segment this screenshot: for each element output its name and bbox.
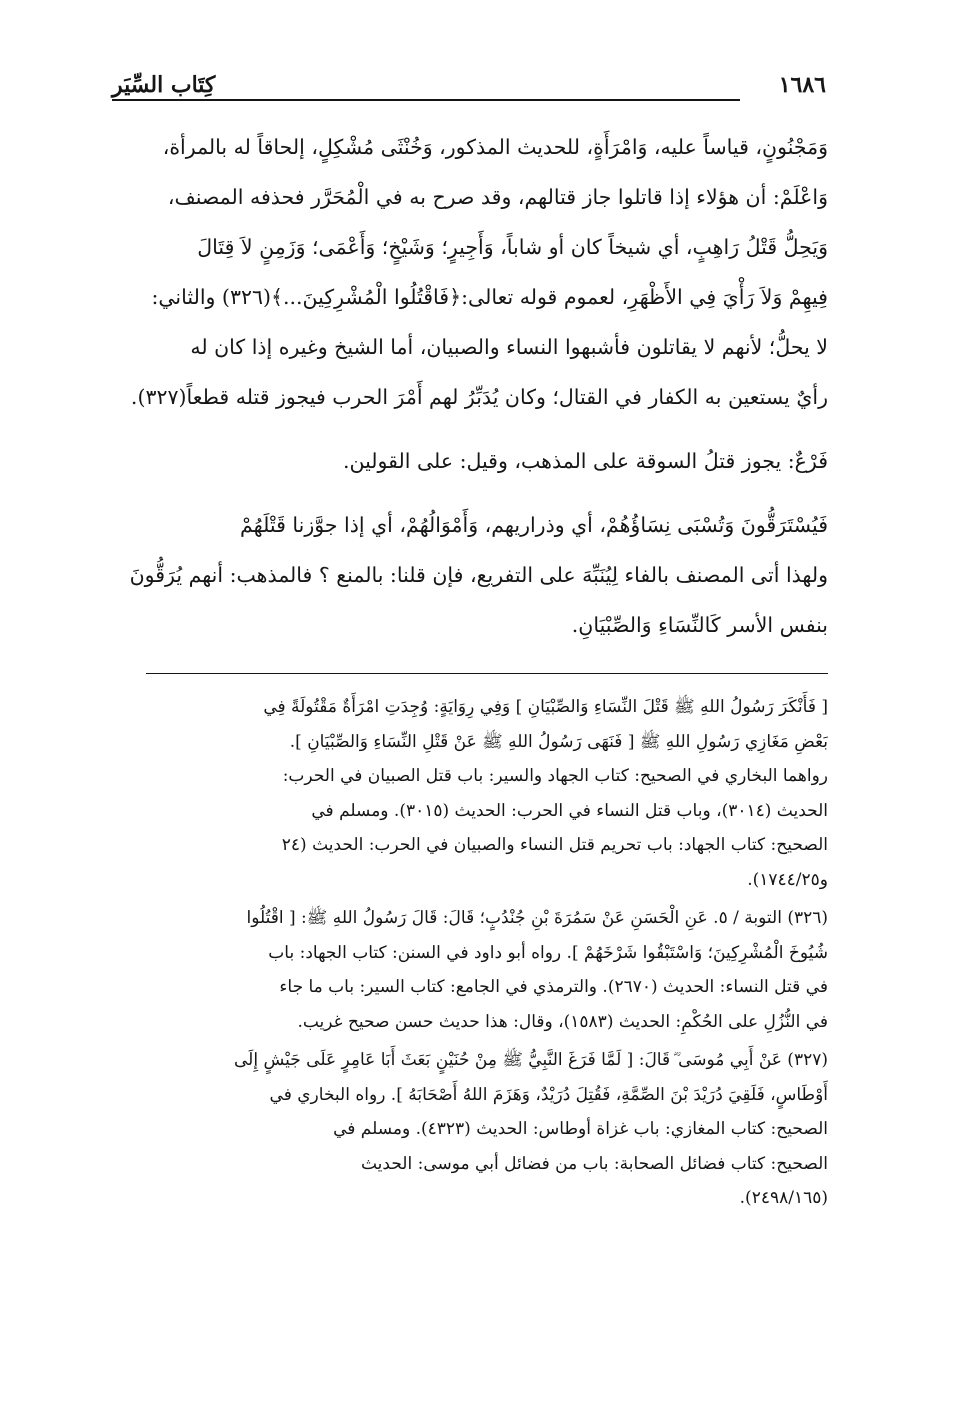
footnote-327: [112, 1043, 828, 1216]
footnote-line: في قتل النساء: الحديث (٢٦٧٠). والترمذي في الجامع: كتاب السير: باب ما جاء: [279, 977, 828, 997]
footnote-line: (٣٢٧) عَنْ أَبِي مُوسَى ؓ قَالَ: [ لَمَّا فَرَغَ النَّبِيُّ ﷺ مِنْ حُنَيْنٍ بَعَثَ أَبَا عَامِرٍ عَلَى جَيْشٍ إِلَى: [233, 1050, 828, 1070]
footnote-line: الصحيح: كتاب المغازي: باب غزاة أوطاس: الحديث (٤٣٢٣). ومسلم في: [333, 1119, 828, 1139]
footnote-separator: [146, 673, 828, 674]
text-line: فَرْعٌ: يجوز قتلُ السوقة على المذهب، وقيل: على القولين.: [342, 449, 828, 473]
footnote-line: الحديث (٣٠١٤)، وباب قتل النساء في الحرب: الحديث (٣٠١٥). ومسلم في: [311, 800, 828, 821]
text-line: رأيٌ يستعين به الكفار في القتال؛ وكان يُدَبِّرُ لهم أَمْرَ الحرب فيجوز قتله قطعاً(٣٢٧).: [130, 385, 828, 409]
text-line: وَمَجْنُونٍ، قياساً عليه، وَامْرَأَةٍ، للحديث المذكور، وَخُنْثَى مُشْكِلٍ، إلحاقاً له بالمرأة،: [162, 135, 828, 159]
main-text: [112, 122, 828, 650]
text-line: لا يحلُّ؛ لأنهم لا يقاتلون فأشبهوا النساء والصبيان، أما الشيخ وغيره إذا كان له: [190, 335, 828, 359]
footnote-continued: [112, 690, 828, 897]
footnote-line: الصحيح: كتاب الجهاد: باب تحريم قتل النساء والصبيان في الحرب: الحديث (٢٤: [281, 835, 828, 855]
header-rule: [112, 99, 740, 101]
text-line: بنفس الأسر كَالنِّسَاءِ وَالصِّبْيَانِ.: [571, 613, 828, 637]
text-line: وَيَحِلُّ قَتْلُ رَاهِبٍ، أي شيخاً كان أو شاباً، وَأَجِيرٍ؛ وَشَيْخٍ؛ وَأَعْمَى؛ وَزَمِنٍ لاَ قِتَالَ: [197, 235, 828, 259]
text-line: فِيهِمْ وَلاَ رَأْيَ فِي الأَظْهَرِ، لعموم قوله تعالى:﴿فَاقْتُلُوا الْمُشْرِكِينَ...﴾(٣٢٦) والثاني:: [151, 285, 828, 309]
footnotes: [112, 690, 828, 1220]
running-title: كِتَاب السِّيَر: [112, 72, 216, 98]
footnote-line: (٣٢٦) التوبة / ٥. عَنِ الْحَسَنِ عَنْ سَمُرَةَ بْنِ جُنْدُبٍ؛ قَالَ: قَالَ رَسُولُ اللهِ ﷺ: [ اقْتُلُوا: [246, 908, 828, 928]
footnote-line: [ فَأَنْكَرَ رَسُولُ اللهِ ﷺ قَتْلَ النِّسَاءِ وَالصِّبْيَانِ ] وَفِي رِوَايَةٍ: وُجِدَتِ امْرَأَةٌ مَقْتُولَةً فِي: [263, 697, 828, 717]
footnote-line: رواهما البخاري في الصحيح: كتاب الجهاد والسير: باب قتل الصبيان في الحرب:: [282, 766, 828, 786]
footnote-line: أَوْطَاسٍ، فَلَقِيَ دُرَيْدَ بْنَ الصِّمَّةِ، فَقُتِلَ دُرَيْدٌ، وَهَزَمَ اللهُ أَصْحَابَهُ ]. رواه البخاري في: [269, 1084, 828, 1105]
page-number: ١٦٨٦: [778, 72, 826, 98]
footnote-line: في النُّزُلِ على الحُكْمِ: الحديث (١٥٨٣)، وقال: هذا حديث حسن صحيح غريب.: [297, 1011, 828, 1032]
footnote-line: و١٧٤٤/٢٥).: [747, 869, 828, 890]
footnote-line: شُيُوخَ الْمُشْرِكِينَ؛ وَاسْتَبْقُوا شَرْخَهُمْ ]. رواه أبو داود في السنن: كتاب الجهاد: باب: [268, 942, 828, 963]
text-line: ولهذا أتى المصنف بالفاء لِيُنَبِّهَ على التفريع، فإن قلنا: بالمنع ؟ فالمذهب: أنهم يُرَقُّونَ: [129, 563, 828, 587]
text-line: وَاعْلَمْ: أن هؤلاء إذا قاتلوا جاز قتالهم، وقد صرح به في الْمُحَرَّر فحذفه المصنف،: [167, 185, 828, 209]
footnote-line: الصحيح: كتاب فضائل الصحابة: باب من فضائل أبي موسى: الحديث: [360, 1153, 828, 1174]
footnote-326: [112, 901, 828, 1039]
footnote-line: بَعْضِ مَغَازِي رَسُولِ اللهِ ﷺ [ فَنَهَى رَسُولُ اللهِ ﷺ عَنْ قَتْلِ النِّسَاءِ وَالصِّبْيَانِ ].: [289, 731, 828, 752]
text-line: فَيُسْتَرَقُّونَ وَتُسْبَى نِسَاؤُهُمْ، أي وذراريهم، وَأَمْوَالُهُمْ، أي إذا جوَّزنا قَتْلَهُمْ: [240, 513, 828, 537]
footnote-line: (٢٤٩٨/١٦٥).: [739, 1188, 828, 1208]
